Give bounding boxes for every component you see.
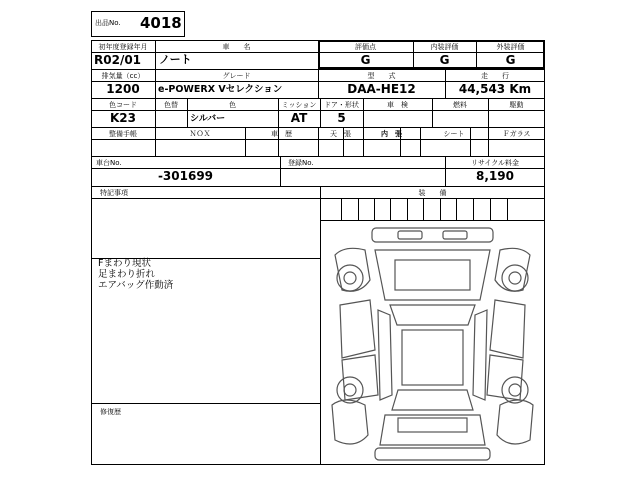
lot-number: 4018 [140,14,182,32]
remark-line: 足まわり折れ [98,269,156,280]
first-registration-label: 初年度登録年月 [98,43,148,51]
score-label: 評価点 [355,43,376,51]
first-registration-value: R02/01 [94,53,142,67]
lot-label: 出品No. [95,19,121,27]
model-value: DAA-HE12 [347,82,416,96]
grade-value: e-POWERX Vセレクション [158,84,283,95]
transmission-label: ミッション [281,101,317,109]
mileage-label: 走 行 [481,72,509,80]
car-name-value: ノート [159,53,192,66]
car-name-label: 車 名 [222,43,251,51]
model-label: 型 式 [367,72,396,80]
remark-line: エアバッグ作動済 [98,280,174,291]
car-diagram [320,220,545,465]
drive-label: 駆動 [509,101,524,109]
color-value: シルバー [190,114,226,124]
repair-history-label: 修復歴 [100,408,121,416]
recycle-fee-label: リサイクル料金 [470,159,520,167]
interior-trim-label: 内 張 [381,130,402,138]
exterior-score-value: G [505,53,516,67]
color-label: 色 [229,101,236,109]
exterior-score-label: 外装評価 [496,43,525,51]
nox-label: ＮＯＸ [189,130,211,138]
vehicle-history-label: 車 歴 [271,130,292,138]
equipment-label: 装 備 [418,189,447,197]
headliner-label: 天 張 [330,130,351,138]
fuel-label: 燃料 [453,101,467,109]
remarks-text [98,258,173,291]
interior-score-label: 内装評価 [430,43,459,51]
grade-label: グレード [222,72,251,80]
seat-label: シート [443,130,465,138]
color-code-value: K23 [110,111,136,125]
registration-number-label: 登録No. [288,159,314,167]
chassis-number-label: 車台No. [96,159,122,167]
maintenance-record-label: 整備手帳 [109,130,137,138]
score-value: G [360,53,371,67]
color-code-label: 色コード [109,101,137,109]
remarks-label: 特記事項 [100,189,128,197]
chassis-number-value: -301699 [157,169,214,183]
inspection-label: 車 検 [387,101,408,109]
recycle-fee-value: 8,190 [476,169,514,183]
front-glass-label: Ｆガラス [502,130,531,138]
displacement-label: 排気量（cc） [101,72,145,80]
transmission-value: AT [290,111,308,125]
mileage-value: 44,543 Km [458,82,532,96]
doors-label: ドア・形状 [324,101,359,109]
displacement-value: 1200 [106,82,140,96]
interior-score-value: G [439,53,450,67]
remark-line: Fまわり現状 [98,258,151,269]
doors-value: 5 [337,111,346,125]
color-change-label: 色替 [164,101,178,109]
